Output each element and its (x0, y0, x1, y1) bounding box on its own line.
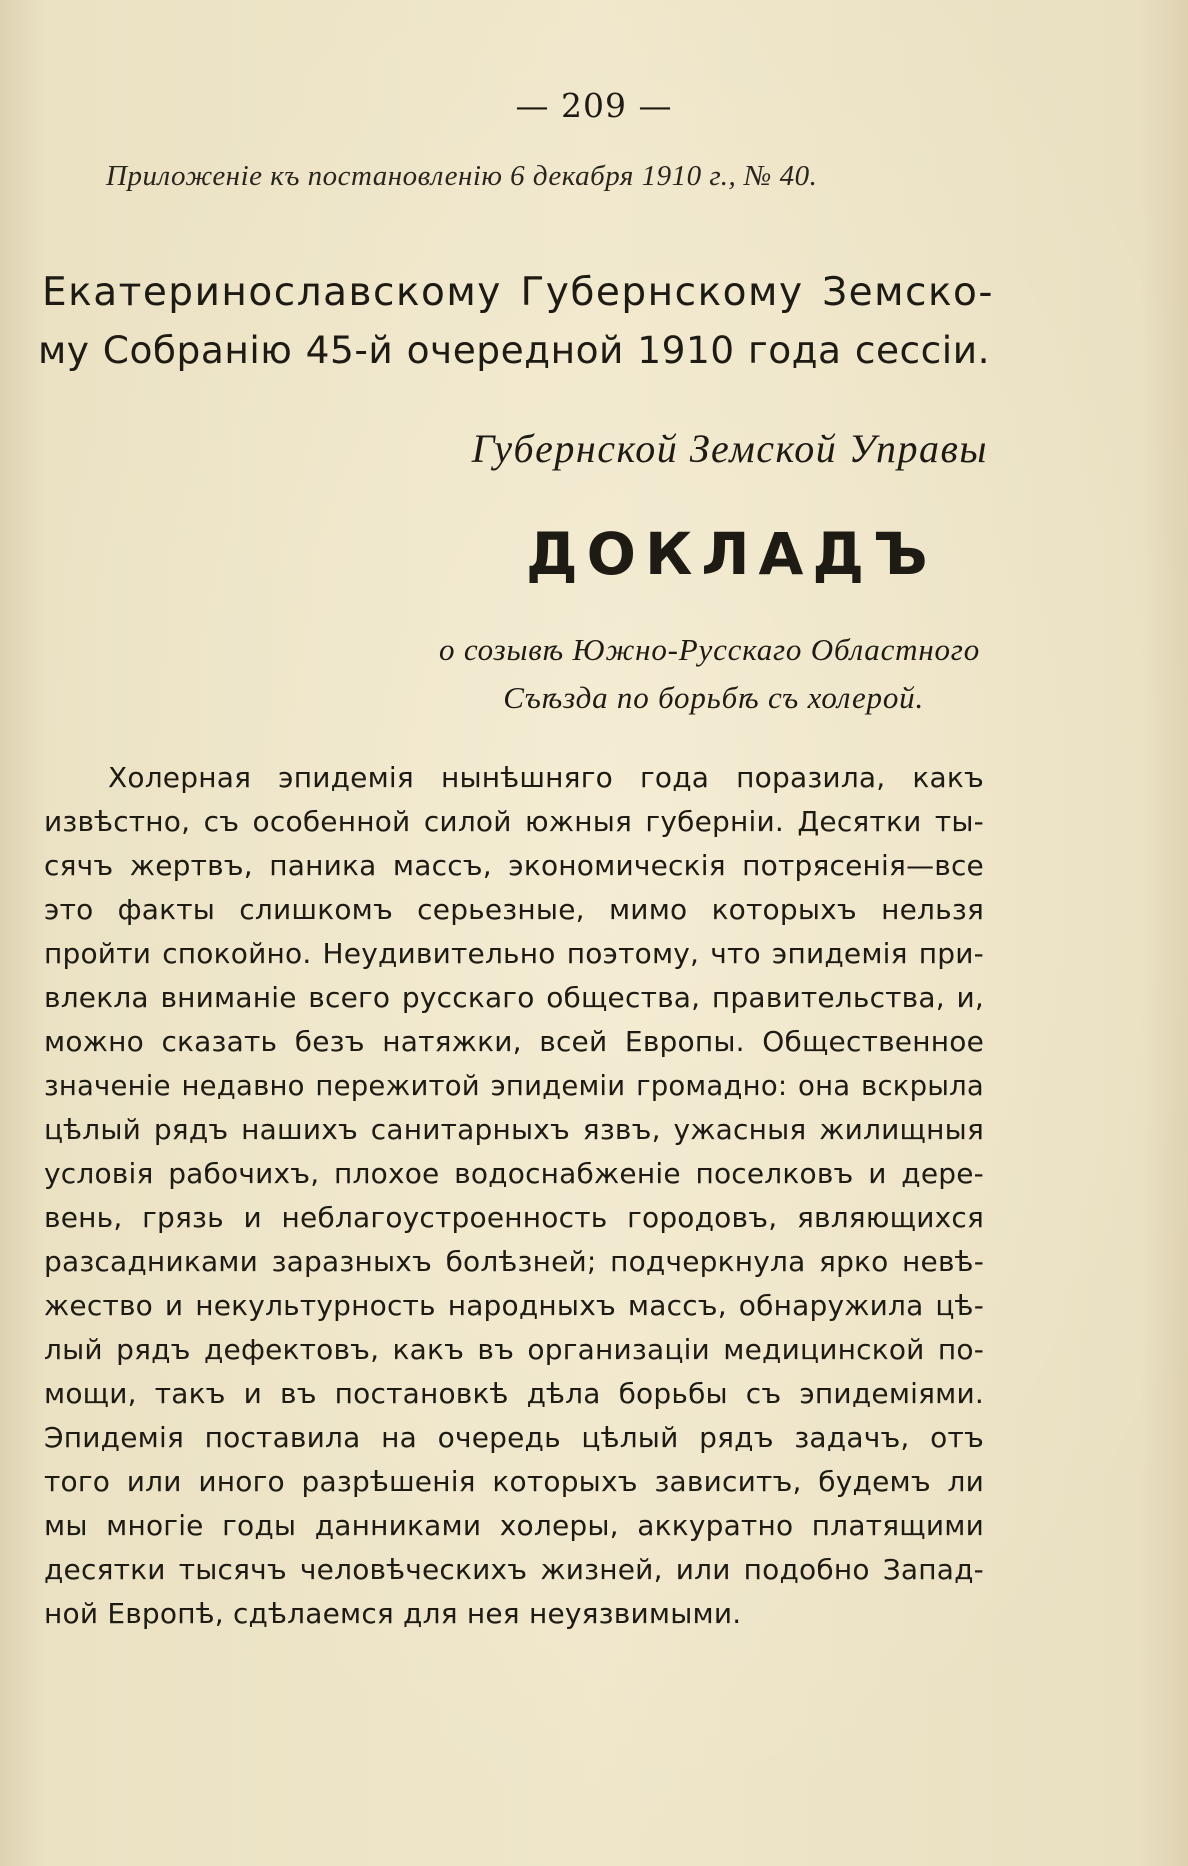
body-line: цѣлый рядъ нашихъ санитарныхъ язвъ, ужасныя жилищныя (44, 1113, 984, 1146)
body-line: мы многіе годы данниками холеры, аккуратно платящими (44, 1509, 984, 1542)
body-line: пройти спокойно. Неудивительно поэтому, что эпидемія при- (44, 937, 984, 970)
body-line: вень, грязь и неблагоустроенность городовъ, являющихся (44, 1201, 984, 1234)
body-line: мощи, такъ и въ постановкѣ дѣла борьбы съ эпидеміями. (44, 1377, 984, 1410)
body-paragraph (44, 756, 984, 1636)
uprava-title: Губернской Земской Управы (471, 426, 988, 471)
body-line: лый рядъ дефектовъ, какъ въ организаціи медицинской по- (44, 1333, 984, 1366)
appendix-note: Приложеніе къ постановленію 6 декабря 1910 г., № 40. (106, 160, 818, 192)
heading-line: Екатеринославскому Губернскому Земско- (42, 270, 994, 315)
body-line: разсадниками заразныхъ болѣзней; подчеркнула ярко невѣ- (44, 1245, 984, 1278)
body-line: можно сказать безъ натяжки, всей Европы. Общественное (44, 1025, 984, 1058)
body-line: извѣстно, съ особенной силой южныя губерніи. Десятки ты- (44, 805, 984, 838)
page-number: — 209 — (515, 86, 673, 125)
body-line: Эпидемія поставила на очередь цѣлый рядъ задачъ, отъ (44, 1421, 984, 1454)
subtitle-line: о созывѣ Южно-Русскаго Областного (439, 632, 980, 667)
body-line: значеніе недавно пережитой эпидеміи громадно: она вскрыла (44, 1070, 984, 1102)
heading-line: му Собранію 45-й очередной 1910 года сессіи. (38, 328, 990, 372)
body-line: условія рабочихъ, плохое водоснабженіе поселковъ и дере- (44, 1157, 984, 1190)
body-line: того или иного разрѣшенія которыхъ зависитъ, будемъ ли (44, 1465, 984, 1498)
subtitle-line: Съѣзда по борьбѣ съ холерой. (503, 680, 924, 715)
body-line: десятки тысячъ человѣческихъ жизней, или подобно Запад- (44, 1553, 984, 1586)
body-line: ной Европѣ, сдѣлаемся для нея неуязвимыми. (44, 1597, 742, 1630)
body-line: Холерная эпидемія нынѣшняго года поразила, какъ (108, 761, 984, 794)
body-line: влекла вниманіе всего русскаго общества, правительства, и, (44, 981, 984, 1014)
body-line: это факты слишкомъ серьезные, мимо которыхъ нельзя (44, 893, 984, 926)
body-line: сячъ жертвъ, паника массъ, экономическія потрясенія—все (44, 849, 984, 882)
body-line: жество и некультурность народныхъ массъ, обнаружила цѣ- (44, 1289, 984, 1322)
doklad-title: ДОКЛАДЪ (526, 520, 937, 588)
